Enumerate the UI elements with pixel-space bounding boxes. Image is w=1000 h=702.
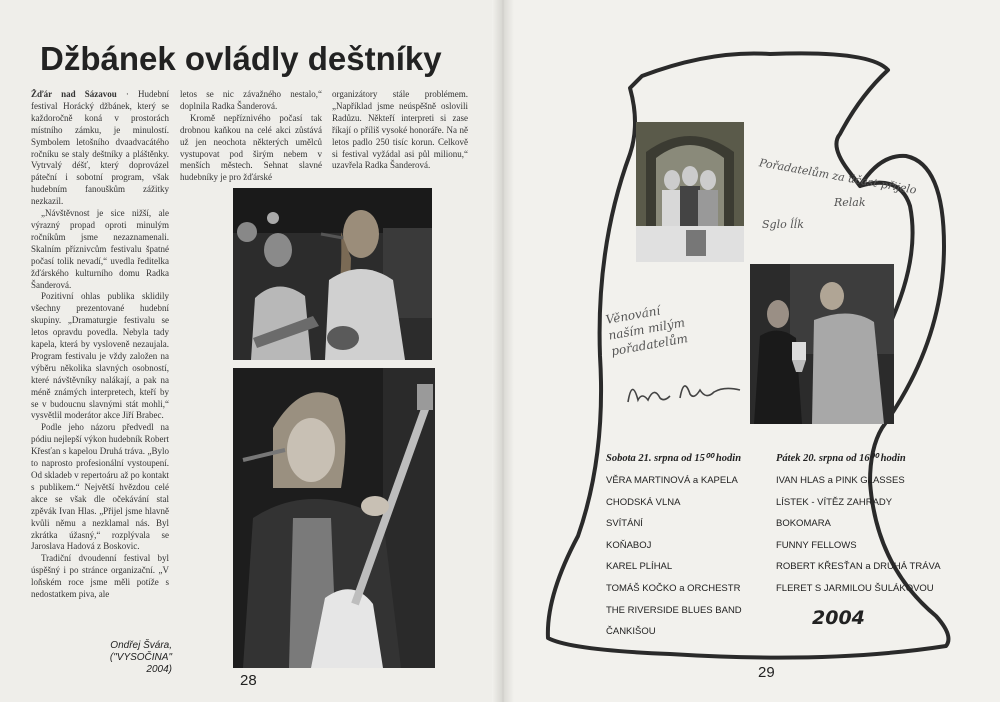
- article-paragraph: „Návštěvnost je sice nižší, ale výrazný propad oproti minulým ročníkům jsme nezaznamenali. Skalním příznivcům festivalu špatné počasí tolik nevadí,“ uvedla ředitelka žďárského kulturního domu Radka Šanderová.: [31, 208, 169, 290]
- friday-program: [776, 452, 946, 600]
- article-paragraph: Pozitivní ohlas publika sklidily všechny prezentované hudební skupiny. „Dramaturgie festivalu se letos opravdu povedla. Nebyla tady kapela, která by vysloveně nezaujala. Program festivalu je vždy založen na výběru několika slavných osobností, které návštěvníky nalákají, a pak na méně známých interpretech, kteří by se v budoucnu slavnými stát mohli,“ vysvětlil moderátor akce Jiří Brabec.: [31, 291, 169, 421]
- lineup-item: KAREL PLÍHAL: [606, 561, 673, 573]
- handwritten-name: Relak: [834, 196, 866, 209]
- lineup-item: IVAN HLAS a PINK GLASSES: [776, 475, 905, 486]
- page-number-right: 29: [758, 664, 775, 681]
- lineup-item: LÍSTEK - VÍTĚZ ZAHRADY: [776, 496, 893, 508]
- article-author: [90, 640, 172, 676]
- concert-photo-duo: [233, 188, 432, 360]
- award-photo: [750, 264, 894, 424]
- lineup-item: ROBERT KŘESŤAN a DRUHÁ TRÁVA: [776, 561, 941, 573]
- handwritten-note: Pořadatelům za účast přijelo: [758, 156, 918, 197]
- handwritten-autograph: Sglo ĺĺk: [762, 218, 804, 231]
- band-photo: [636, 122, 744, 262]
- lineup-item: BOKOMARA: [776, 518, 831, 530]
- page-number-left: 28: [240, 672, 257, 689]
- article-column-3: [332, 89, 468, 172]
- lineup-item: FLERET S JARMILOU ŠULÁKOVOU: [776, 582, 934, 594]
- article-column-1: [31, 89, 169, 649]
- article-paragraph: Podle jeho názoru předvedl na pódiu nejlepší výkon hudebník Robert Křesťan s kapelou Druhá tráva. „Bylo to naprosto profesionální vystoupení. Od skladeb v repertoáru až po kontakt s publikem.“ Největší hvězdou celé akce se však dle očekávání stal zpěvák Ivan Hlas. „Přijel jsme hlavně kvůli němu a nezklamal nás. Byl zkrátka úžasný,“ rozplývala se Jaroslava Hadová z Boskovic.: [31, 422, 169, 552]
- lineup-item: FUNNY FELLOWS: [776, 539, 857, 551]
- article-paragraph: Kromě nepříznivého počasí tak drobnou kaňkou na celé akci zůstává už jen neochota některých umělců vystupovat pod širým nebem v menších městech. Sehnat slavné hudebníky je pro žďárské: [180, 112, 322, 183]
- lineup-item: KOŇABOJ: [606, 539, 652, 551]
- handwritten-dedication: Věnování naším milým pořadatelům: [604, 303, 689, 359]
- lineup-item: THE RIVERSIDE BLUES BAND: [606, 604, 742, 616]
- article-column-2: [180, 89, 322, 184]
- saturday-heading: Sobota 21. srpna od 15⁰⁰ hodin: [606, 453, 742, 464]
- lineup-item: TOMÁŠ KOČKO a ORCHESTR: [606, 582, 741, 594]
- saturday-program: [606, 452, 766, 643]
- book-gutter: [492, 0, 514, 702]
- handwritten-signature: [624, 372, 744, 412]
- concert-photo-singer: [233, 368, 435, 668]
- article-title: Džbánek ovládly deštníky: [40, 40, 442, 77]
- article-paragraph: organizátory stále problémem. „Například jsme neúspěšně oslovili Radůzu. Někteří interpreti si zase říkají o příliš vysoké honoráře. Na ně letos padlo 250 tisíc korun. Celkově si festival vyžádal asi půl milionu,“ uzavřela Radka Šanderová.: [332, 89, 468, 171]
- article-lead: Žďár nad Sázavou: [31, 89, 117, 99]
- article-paragraph: letos se nic závažného nestalo,“ doplnila Radka Šanderová.: [180, 89, 322, 111]
- article-paragraph: Tradiční dvoudenní festival byl úspěšný i po stránce organizační. „V loňském roce jsme měli potíže s nedostatkem piva, ale: [31, 553, 169, 600]
- lineup-item: CHODSKÁ VLNA: [606, 496, 681, 508]
- lineup-item: ČANKIŠOU: [606, 626, 656, 638]
- festival-year: 2004: [812, 607, 865, 629]
- friday-heading: Pátek 20. srpna od 16⁰⁰ hodin: [776, 453, 906, 464]
- article-source: ("VYSOČINA" 2004): [109, 652, 172, 675]
- article-paragraph: · Hudební festival Horácký džbánek, který se každoročně koná v prostorách místního zámku, je minulostí. Symbolem letošního dvaadvacátého ročníku se staly deštníky a pláštěnky. Vytrvalý déšť, který doprovázel páteční i sobotní program, však hudebním fanouškům zážitky nezkazil.: [31, 89, 169, 207]
- author-name: Ondřej Švára,: [110, 640, 172, 651]
- lineup-item: SVÍTÁNÍ: [606, 518, 643, 530]
- lineup-item: VĚRA MARTINOVÁ a KAPELA: [606, 475, 738, 486]
